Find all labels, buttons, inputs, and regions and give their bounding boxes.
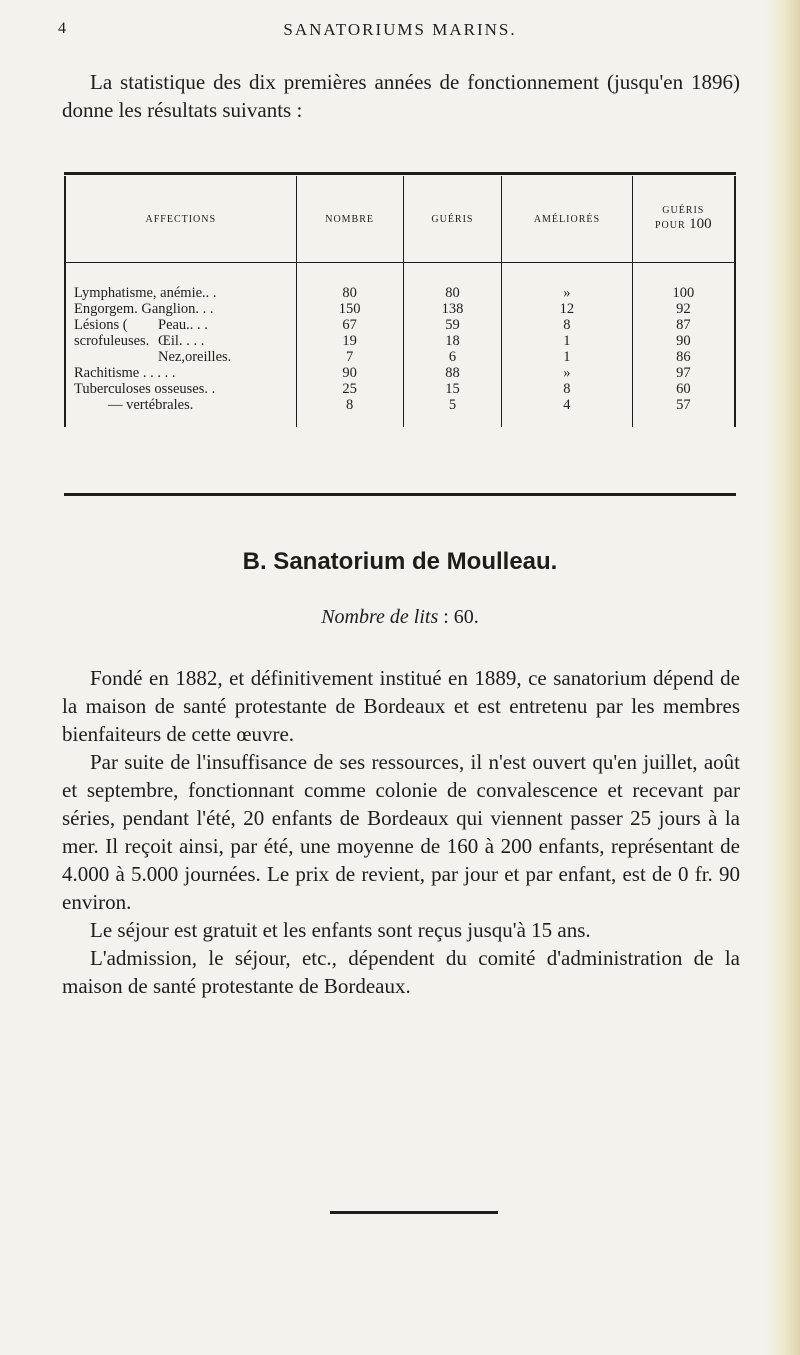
page-number: 4 — [58, 20, 66, 37]
table-row — [65, 349, 735, 365]
cell-gueris: 6 — [403, 349, 502, 365]
row-label — [65, 349, 296, 365]
header-nombre: NOMBRE — [296, 176, 403, 263]
cell-ameliores: 8 — [502, 317, 632, 333]
cell-ameliores: 8 — [502, 381, 632, 397]
paragraph: Par suite de l'insuffisance de ses ressources, il n'est ouvert qu'en juillet, août et septembre, fonctionnant comme colonie de convalescence et recevant par séries, pendant l'été, 20 enfants de Bordeaux qui viennent passer 25 jours à la mer. Il reçoit ainsi, par été, une moyenne de 160 à 200 enfants, représentant de 4.000 à 5.000 journées. Le prix de revient, par jour et par enfant, est de 0 fr. 90 environ. — [62, 750, 740, 914]
section-subtitle — [0, 606, 800, 629]
cell-pour-100: 97 — [676, 365, 691, 381]
cell-nombre: 7 — [296, 349, 403, 365]
page-edge-shadow — [766, 0, 800, 1355]
cell-nombre: 80 — [296, 263, 403, 302]
table-row — [65, 381, 735, 397]
row-label-prefix: scrofuleuses. — [74, 333, 150, 349]
header-gueris-pour-top: GUÉRIS — [662, 205, 705, 216]
header-gueris-pour-100 — [632, 176, 735, 263]
row-label: Tuberculoses osseuses. . — [65, 381, 296, 397]
cell-ameliores: » — [502, 263, 632, 302]
header-affections: AFFECTIONS — [65, 176, 296, 263]
row-label — [65, 397, 296, 427]
table-bottom-rule — [64, 493, 736, 496]
cell-gueris: 59 — [403, 317, 502, 333]
cell-nombre: 25 — [296, 381, 403, 397]
cell-pour-100: 87 — [676, 317, 691, 333]
row-label: Engorgem. Ganglion. . . — [65, 301, 296, 317]
cell-gueris: 88 — [403, 365, 502, 381]
running-title: SANATORIUMS MARINS. — [283, 20, 517, 39]
cell-ameliores: 4 — [502, 397, 632, 427]
paragraph: L'admission, le séjour, etc., dépendent du comité d'administration de la maison de santé protestante de Bordeaux. — [62, 946, 740, 998]
table-row — [65, 263, 735, 302]
cell-ameliores: 12 — [502, 301, 632, 317]
row-label-text: Peau.. . . — [158, 317, 208, 333]
row-label-text: Nez,oreilles. — [158, 349, 232, 365]
cell-nombre: 8 — [296, 397, 403, 427]
statistics-table — [64, 176, 736, 427]
row-label-prefix: Lésions ( — [74, 317, 128, 333]
table-row — [65, 317, 735, 333]
table-row — [65, 301, 735, 317]
header-gueris: GUÉRIS — [403, 176, 502, 263]
cell-gueris: 15 — [403, 381, 502, 397]
cell-pour-100: 57 — [676, 397, 691, 413]
table-row — [65, 365, 735, 381]
body-text — [62, 664, 740, 1000]
paragraph: Le séjour est gratuit et les enfants sont reçus jusqu'à 15 ans. — [90, 918, 591, 942]
cell-gueris: 138 — [403, 301, 502, 317]
subtitle-label: Nombre de lits — [321, 606, 439, 628]
header-gueris-pour-bottom — [635, 216, 732, 233]
table-top-rule — [64, 172, 736, 175]
cell-gueris: 18 — [403, 333, 502, 349]
row-label: Lymphatisme, anémie.. . — [65, 263, 296, 302]
row-label-text: Œil. . . . — [158, 333, 205, 349]
intro-paragraph — [62, 68, 740, 124]
cell-pour-100: 100 — [672, 285, 695, 301]
row-label — [65, 333, 296, 349]
cell-pour-100: 60 — [676, 381, 691, 397]
statistics-table-frame — [64, 172, 736, 496]
table-row — [65, 333, 735, 349]
end-rule — [330, 1211, 498, 1214]
cell-nombre: 150 — [296, 301, 403, 317]
section-title: B. Sanatorium de Moulleau. — [242, 548, 558, 575]
header-pour-label: POUR — [654, 220, 686, 231]
page-header — [0, 20, 800, 42]
cell-ameliores: 1 — [502, 333, 632, 349]
cell-nombre: 19 — [296, 333, 403, 349]
cell-gueris: 80 — [403, 263, 502, 302]
cell-nombre: 67 — [296, 317, 403, 333]
paragraph: Fondé en 1882, et définitivement institué en 1889, ce sanatorium dépend de la maison de santé protestante de Bordeaux et est entretenu par les membres bienfaiteurs de cette œuvre. — [62, 666, 740, 746]
subtitle-value: : 60. — [438, 606, 479, 628]
row-label: Rachitisme . . . . . — [65, 365, 296, 381]
cell-ameliores: 1 — [502, 349, 632, 365]
cell-pour-100: 92 — [676, 301, 691, 317]
table-row — [65, 397, 735, 427]
cell-nombre: 90 — [296, 365, 403, 381]
header-cent-label: 100 — [689, 216, 712, 232]
header-ameliores: AMÉLIORÉS — [502, 176, 632, 263]
row-label — [65, 317, 296, 333]
row-label-text: — vertébrales. — [108, 397, 194, 413]
table-header-row — [65, 176, 735, 263]
cell-ameliores: » — [502, 365, 632, 381]
intro-text: La statistique des dix premières années de fonctionnement (jusqu'en 1896) donne les résultats suivants : — [62, 70, 740, 122]
cell-pour-100: 90 — [676, 333, 691, 349]
cell-gueris: 5 — [403, 397, 502, 427]
cell-pour-100: 86 — [676, 349, 691, 365]
